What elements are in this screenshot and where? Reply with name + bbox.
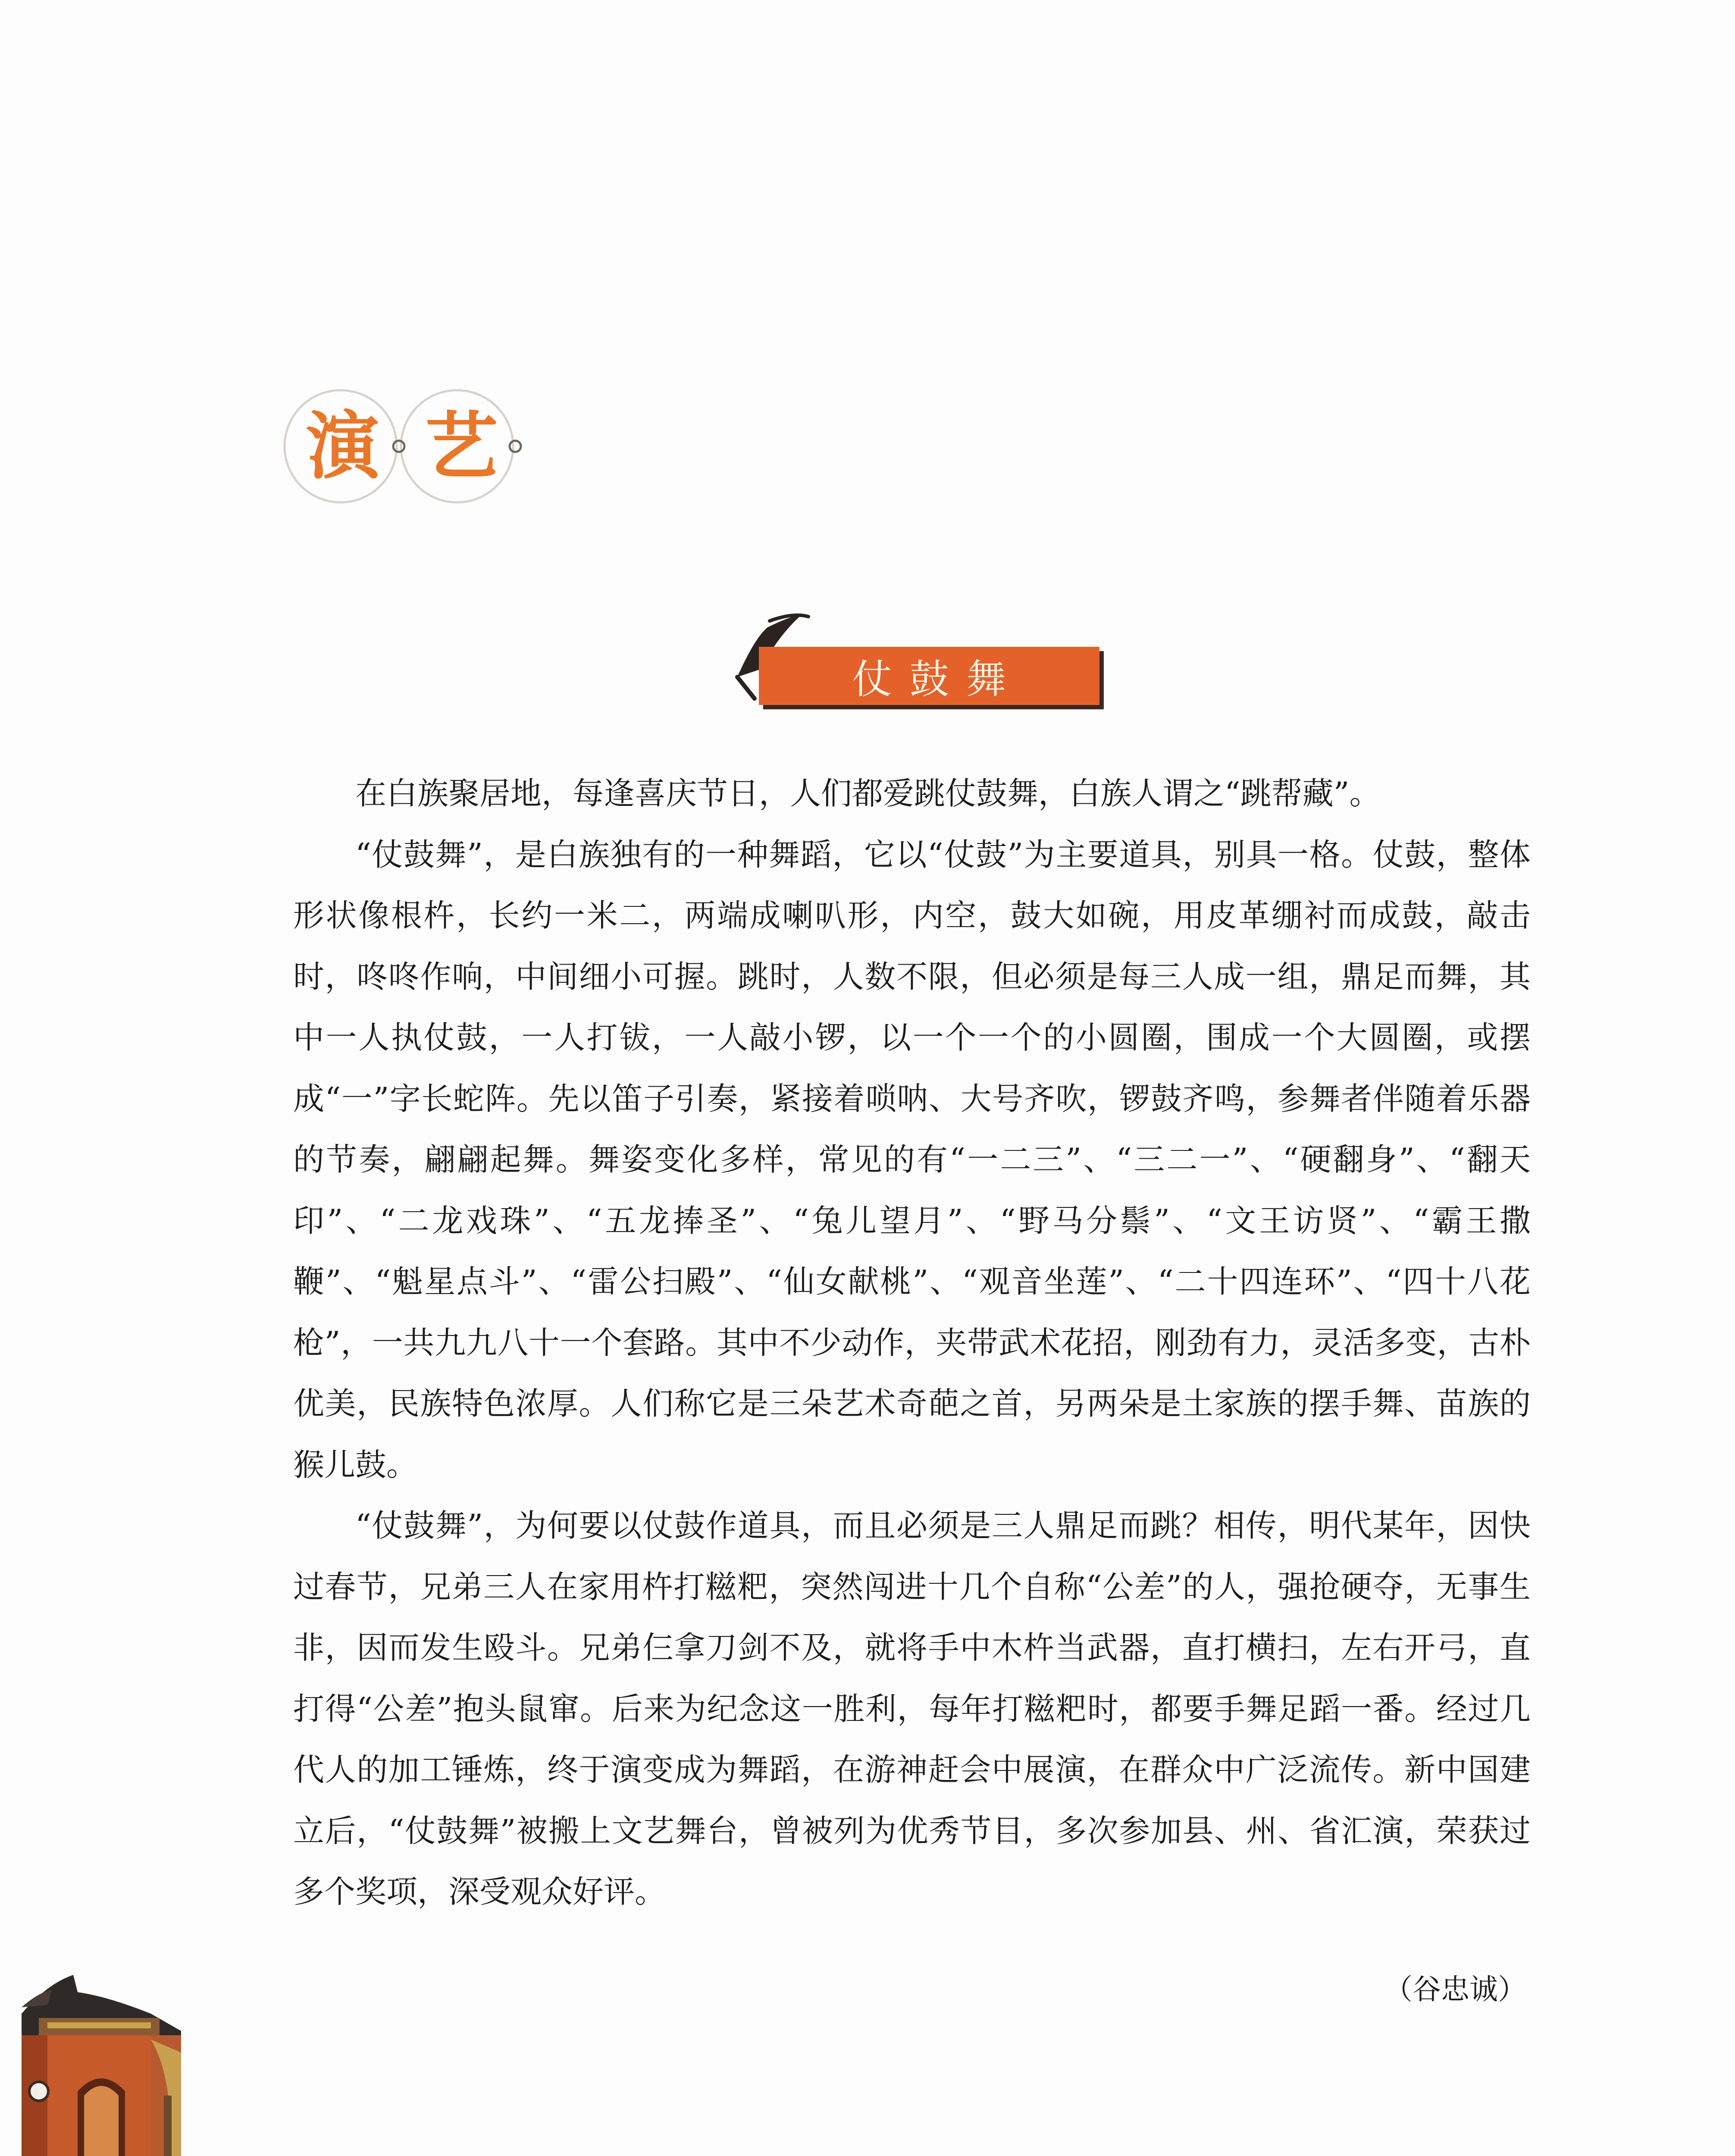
- paragraph-3: “仗鼓舞”，为何要以仗鼓作道具，而且必须是三人鼎足而跳？相传，明代某年，因快过春节，兄弟三人在家用杵打糍粑，突然闯进十几个自称“公差”的人，强抢硬夺，无事生非，因而发生殴斗。兄弟仨拿刀剑不及，就将手中木杵当武器，直打横扫，左右开弓，直打得“公差”抱头鼠窜。后来为纪念这一胜利，每年打糍粑时，都要手舞足蹈一番。经过几代人的加工锤炼，终于演变成为舞蹈，在游神赶会中展演，在群众中广泛流传。新中国建立后，“仗鼓舞”被搬上文艺舞台，曾被列为优秀节目，多次参加县、州、省汇演，荣获过多个奖项，深受观众好评。: [293, 1507, 1531, 1910]
- chapter-title-char-2: 艺: [425, 403, 498, 489]
- paragraph-1: 在白族聚居地，每逢喜庆节日，人们都爱跳仗鼓舞，白族人谓之“跳帮藏”。: [355, 775, 1381, 812]
- section-title: 仗鼓舞: [852, 656, 1023, 702]
- section-banner: [729, 604, 1108, 711]
- chapter-title-char-1: 演: [306, 403, 380, 489]
- chapter-heading: [276, 379, 543, 522]
- paragraph-2: “仗鼓舞”，是白族独有的一种舞蹈，它以“仗鼓”为主要道具，别具一格。仗鼓，整体形状像根杵，长约一米二，两端成喇叭形，内空，鼓大如碗，用皮革绷衬而成鼓，敲击时，咚咚作响，中间细小可握。跳时，人数不限，但必须是每三人成一组，鼎足而舞，其中一人执仗鼓，一人打钹，一人敲小锣，以一个一个的小圆圈，围成一个大圆圈，或摆成“一”字长蛇阵。先以笛子引奏，紧接着唢呐、大号齐吹，锣鼓齐鸣，参舞者伴随着乐器的节奏，翩翩起舞。舞姿变化多样，常见的有“一二三”、“三二一”、“硬翻身”、“翻天印”、“二龙戏珠”、“五龙捧圣”、“兔儿望月”、“野马分鬃”、“文王访贤”、“霸王撒鞭”、“魁星点斗”、“雷公扫殿”、“仙女献桃”、“观音坐莲”、“二十四连环”、“四十八花枪”，一共九九八十一个套路。其中不少动作，夹带武术花招，刚劲有力，灵活多变，古朴优美，民族特色浓厚。人们称它是三朵艺术奇葩之首，另两朵是土家族的摆手舞、苗族的猴儿鼓。: [293, 836, 1531, 1483]
- article-body: [293, 763, 1531, 1923]
- author-credit: （谷忠诚）: [1384, 1973, 1526, 2006]
- temple-photo: [22, 1966, 181, 2156]
- section-title-box: [759, 647, 1099, 705]
